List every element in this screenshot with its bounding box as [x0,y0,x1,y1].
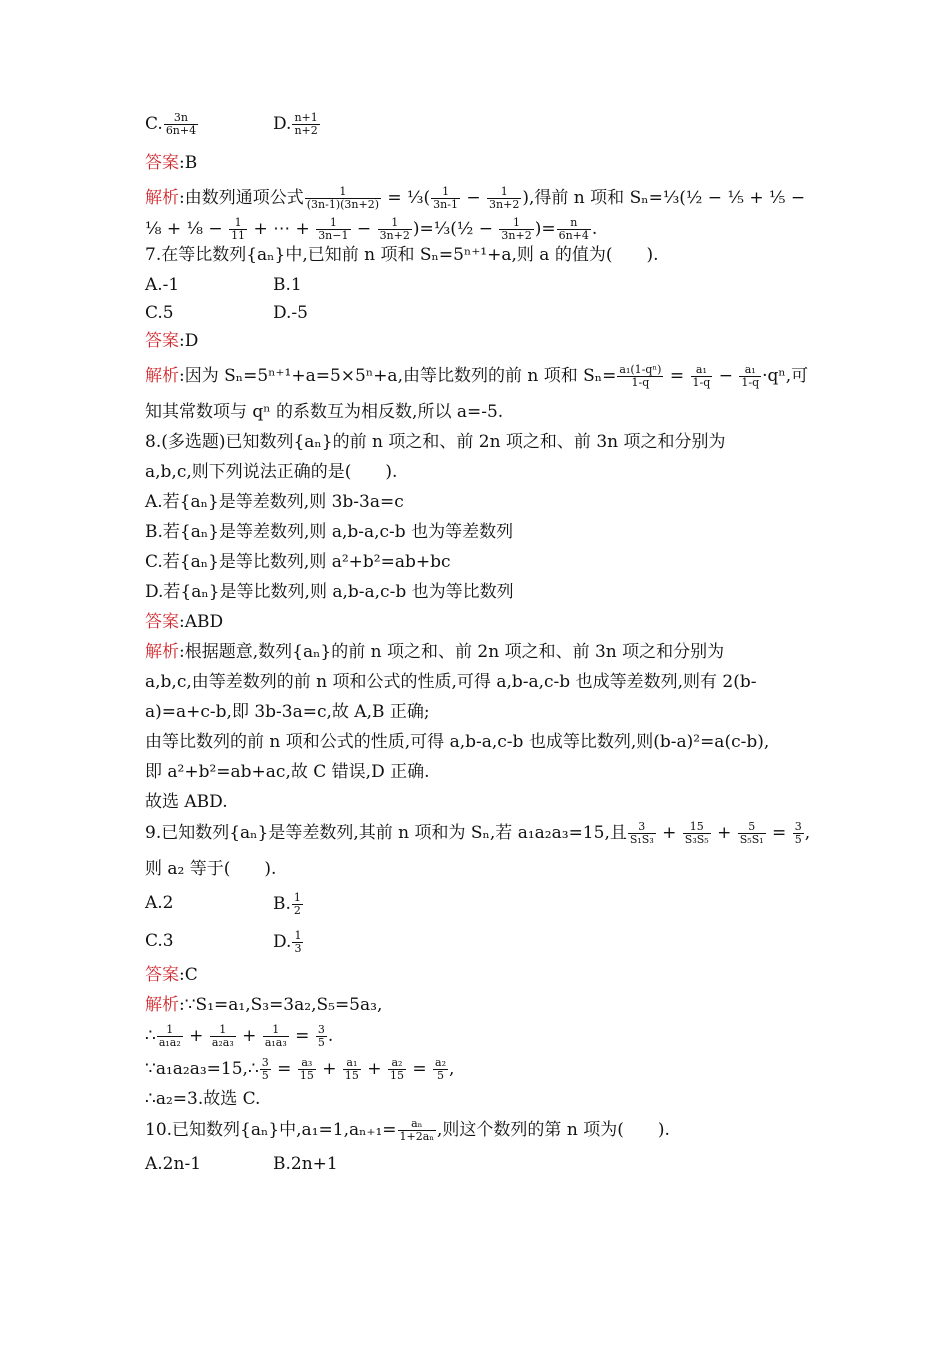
q9-stem-2: 则 a₂ 等于( ). [145,859,277,879]
q8-option-d: D.若{aₙ}是等比数列,则 a,b-a,c-b 也为等比数列 [145,582,514,602]
q8-explanation-5: 即 a²+b²=ab+ac,故 C 错误,D 正确. [145,762,430,782]
q7-options-cd [145,302,825,324]
q7-option-c: C.5 [145,303,174,323]
q9-stem-1: 9.已知数列{aₙ}是等差数列,其前 n 项和为 Sₙ,若 a₁a₂a₃=15,且 $\frac{3}{\text{S₁S₃}}$ + $\frac{15}{\text{S₃S₅}}$ + $\frac{5}{\text{S₅S₁}}$ = $\frac{3}{5}$ , [145,820,811,846]
q9-option-a: A.2 [145,893,174,913]
q6-option-d: D. $\frac{n+1}{n+2}$ [273,111,318,137]
document-page [145,112,825,1175]
q7-answer: 答案:D [145,331,199,351]
q8-option-b: B.若{aₙ}是等差数列,则 a,b-a,c-b 也为等差数列 [145,522,514,542]
q7-option-a: A.-1 [145,275,180,295]
q8-explanation-4: 由等比数列的前 n 项和公式的性质,可得 a,b-a,c-b 也成等比数列,则(b-a)²=a(c-b), [145,732,770,752]
q6-explanation-2: ⅛ + ⅛ − $\frac{1}{11}$ + ⋯ + $\frac{1}{3n-1}$ − $\frac{1}{3n+2}$ )=⅓(½ − $\frac{1}{3n+2}$ )= $\frac{n}{6n+4}$ . [145,216,598,242]
q10-option-b: B.2n+1 [273,1154,338,1174]
q7-options-ab [145,274,825,296]
q6-options-cd [145,112,825,142]
q6-explanation-1: 解析:由数列通项公式 $\frac{1}{(3n-1)(3n+2)}$ = ⅓( $\frac{1}{3n-1}$ − $\frac{1}{3n+2}$ ),得前 n 项和 Sₙ=⅓(½ − ⅕ + ⅕ − [145,185,806,211]
q6-answer: 答案:B [145,153,198,173]
q10-stem: 10.已知数列{aₙ}中,a₁=1,aₙ₊₁= $\frac{\text{aₙ}}{\text{1+2aₙ}}$ ,则这个数列的第 n 项为( ). [145,1117,670,1143]
q8-stem-2: a,b,c,则下列说法正确的是( ). [145,462,398,482]
q9-answer: 答案:C [145,965,198,985]
q10-options-ab [145,1153,825,1175]
q9-option-b: B. $\frac{1}{2}$ [273,891,301,917]
q7-option-d: D.-5 [273,303,308,323]
q8-answer: 答案:ABD [145,612,224,632]
q8-option-c: C.若{aₙ}是等比数列,则 a²+b²=ab+bc [145,552,451,572]
q9-explanation-1: 解析:∵S₁=a₁,S₃=3a₂,S₅=5a₃, [145,995,383,1015]
q8-explanation-1: 解析:根据题意,数列{aₙ}的前 n 项之和、前 2n 项之和、前 3n 项之和分别为 [145,642,725,662]
q7-explanation-1: 解析:因为 Sₙ=5ⁿ⁺¹+a=5×5ⁿ+a,由等比数列的前 n 项和 Sₙ= $\frac{\text{a₁(1-qⁿ)}}{1-q}$ = $\frac{\text{a₁}}{1-q}$ − $\frac{\text{a₁}}{1-q}$ ·qⁿ,可 [145,363,809,389]
q9-options-cd [145,930,825,958]
q8-option-a: A.若{aₙ}是等差数列,则 3b-3a=c [145,492,404,512]
q9-option-c: C.3 [145,931,174,951]
q9-explanation-4: ∴a₂=3.故选 C. [145,1089,261,1109]
q6-option-c: C. $\frac{3n}{6n+4}$ [145,111,197,137]
q7-option-b: B.1 [273,275,302,295]
q7-stem: 7.在等比数列{aₙ}中,已知前 n 项和 Sₙ=5ⁿ⁺¹+a,则 a 的值为( ). [145,245,659,265]
q9-explanation-3: ∵a₁a₂a₃=15,∴ $\frac{3}{5}$ = $\frac{\text{a₃}}{15}$ + $\frac{\text{a₁}}{15}$ + $\frac{\text{a₂}}{15}$ = $\frac{\text{a₂}}{5}$ , [145,1056,455,1082]
q10-option-a: A.2n-1 [145,1154,202,1174]
q8-stem-1: 8.(多选题)已知数列{aₙ}的前 n 项之和、前 2n 项之和、前 3n 项之和分别为 [145,432,726,452]
q8-explanation-2: a,b,c,由等差数列的前 n 项和公式的性质,可得 a,b-a,c-b 也成等差数列,则有 2(b- [145,672,757,692]
q7-explanation-2: 知其常数项与 qⁿ 的系数互为相反数,所以 a=-5. [145,402,504,422]
q9-explanation-2: ∴ $\frac{1}{\text{a₁a₂}}$ + $\frac{1}{\text{a₂a₃}}$ + $\frac{1}{\text{a₁a₃}}$ = $\frac{3}{5}$ . [145,1023,334,1049]
q9-option-d: D. $\frac{1}{3}$ [273,929,302,955]
q8-explanation-3: a)=a+c-b,即 3b-3a=c,故 A,B 正确; [145,702,430,722]
q8-explanation-6: 故选 ABD. [145,792,228,812]
q9-options-ab [145,892,825,920]
